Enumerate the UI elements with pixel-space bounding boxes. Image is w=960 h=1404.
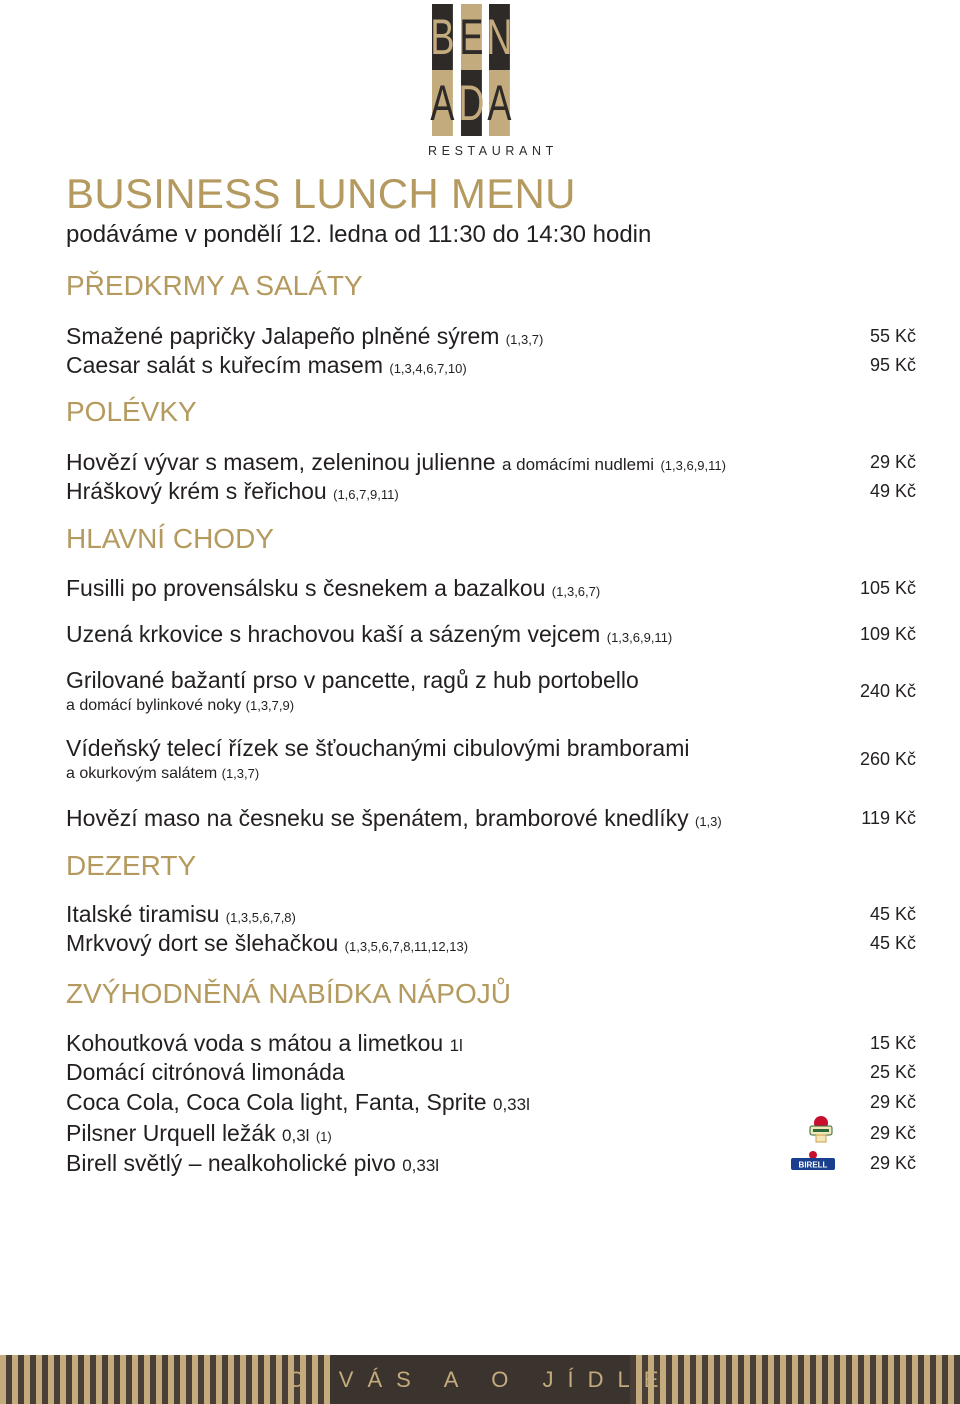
menu-title: BUSINESS LUNCH MENU xyxy=(66,170,576,217)
item-name: Mrkvový dort se šlehačkou (1,3,5,6,7,8,11,12,13) xyxy=(66,930,469,956)
item-name: Hovězí vývar s masem, zeleninou julienne a domácími nudlemi (1,3,6,9,11) xyxy=(66,449,726,475)
item-name: Hráškový krém s řeřichou (1,6,7,9,11) xyxy=(66,478,399,504)
menu-item xyxy=(66,478,916,508)
menu-item xyxy=(66,930,916,960)
item-subtitle: a okurkovým salátem (1,3,7) xyxy=(66,765,260,782)
item-price: 25 Kč xyxy=(869,1062,916,1082)
menu-item xyxy=(66,1150,916,1180)
menu-item xyxy=(66,575,916,605)
item-price: 29 Kč xyxy=(869,1153,916,1173)
menu-item xyxy=(66,352,916,382)
menu-subtitle: podáváme v pondělí 12. ledna od 11:30 do 14:30 hodin xyxy=(66,221,652,248)
item-name: Pilsner Urquell ležák 0,3l (1) xyxy=(66,1120,332,1146)
item-name: Smažené papričky Jalapeño plněné sýrem (1,3,7) xyxy=(66,323,544,349)
menu-item xyxy=(66,621,916,651)
section-title-drinks: ZVÝHODNĚNÁ NABÍDKA NÁPOJŮ xyxy=(66,978,511,1009)
logo-grid xyxy=(428,4,514,136)
item-name: Caesar salát s kuřecím masem (1,3,4,6,7,10) xyxy=(66,352,467,378)
item-price: 29 Kč xyxy=(869,452,916,472)
menu-item xyxy=(66,805,916,835)
item-name: Fusilli po provensálsku s česnekem a bazalkou (1,3,6,7) xyxy=(66,575,601,601)
item-name: Birell světlý – nealkoholické pivo 0,33l xyxy=(66,1150,440,1176)
item-price: 29 Kč xyxy=(869,1092,916,1112)
logo-subtitle: RESTAURANT xyxy=(428,144,558,158)
logo-letter: A xyxy=(432,70,453,136)
item-subtitle: a domácí bylinkové noky (1,3,7,9) xyxy=(66,697,295,714)
item-price: 105 Kč xyxy=(859,578,916,598)
item-price: 45 Kč xyxy=(869,933,916,953)
menu-item xyxy=(66,449,916,479)
menu-item xyxy=(66,1120,916,1150)
section-title-mains: HLAVNÍ CHODY xyxy=(66,523,274,554)
footer-band xyxy=(287,1355,673,1404)
section-title-starters: PŘEDKRMY A SALÁTY xyxy=(66,270,363,301)
item-price: 260 Kč xyxy=(859,749,916,769)
item-price: 15 Kč xyxy=(869,1033,916,1053)
item-price: 55 Kč xyxy=(869,326,916,346)
menu-item xyxy=(66,1030,916,1060)
menu-item xyxy=(66,323,916,353)
pilsner-urquell-logo-icon xyxy=(806,1114,836,1144)
birell-logo-icon xyxy=(790,1150,836,1172)
birell-logo-text: BIRELL xyxy=(798,1160,828,1170)
item-price: 29 Kč xyxy=(869,1123,916,1143)
item-price: 240 Kč xyxy=(859,681,916,701)
item-name: Domácí citrónová limonáda xyxy=(66,1059,345,1085)
logo-letter: E xyxy=(461,4,482,70)
item-name: Coca Cola, Coca Cola light, Fanta, Sprite 0,33l xyxy=(66,1089,530,1115)
logo-letter: B xyxy=(432,4,453,70)
item-name: Italské tiramisu (1,3,5,6,7,8) xyxy=(66,901,296,927)
item-name: Vídeňský telecí řízek se šťouchanými cibulovými bramborami xyxy=(66,735,690,761)
section-title-soups: POLÉVKY xyxy=(66,396,197,427)
menu-item xyxy=(66,901,916,931)
menu-item xyxy=(66,1089,916,1119)
menu-item xyxy=(66,667,916,719)
logo-letter: A xyxy=(489,70,510,136)
footer-text: O VÁS A O JÍDLE xyxy=(287,1366,673,1392)
logo-letter: N xyxy=(489,4,510,70)
section-title-desserts: DEZERTY xyxy=(66,850,197,881)
item-price: 119 Kč xyxy=(861,808,916,828)
item-price: 49 Kč xyxy=(869,481,916,501)
item-price: 95 Kč xyxy=(869,355,916,375)
item-name: Kohoutková voda s mátou a limetkou 1l xyxy=(66,1030,463,1056)
menu-item xyxy=(66,1059,916,1089)
item-price: 45 Kč xyxy=(869,904,916,924)
logo-letter: D xyxy=(461,70,482,136)
menu-item xyxy=(66,735,916,787)
item-name: Hovězí maso na česneku se špenátem, bramborové knedlíky (1,3) xyxy=(66,805,722,831)
footer-stripe xyxy=(0,1355,960,1404)
item-name: Uzená krkovice s hrachovou kaší a sázeným vejcem (1,3,6,9,11) xyxy=(66,621,673,647)
item-name: Grilované bažantí prso v pancette, ragů z hub portobello xyxy=(66,667,639,693)
restaurant-logo xyxy=(428,4,558,158)
item-price: 109 Kč xyxy=(859,624,916,644)
